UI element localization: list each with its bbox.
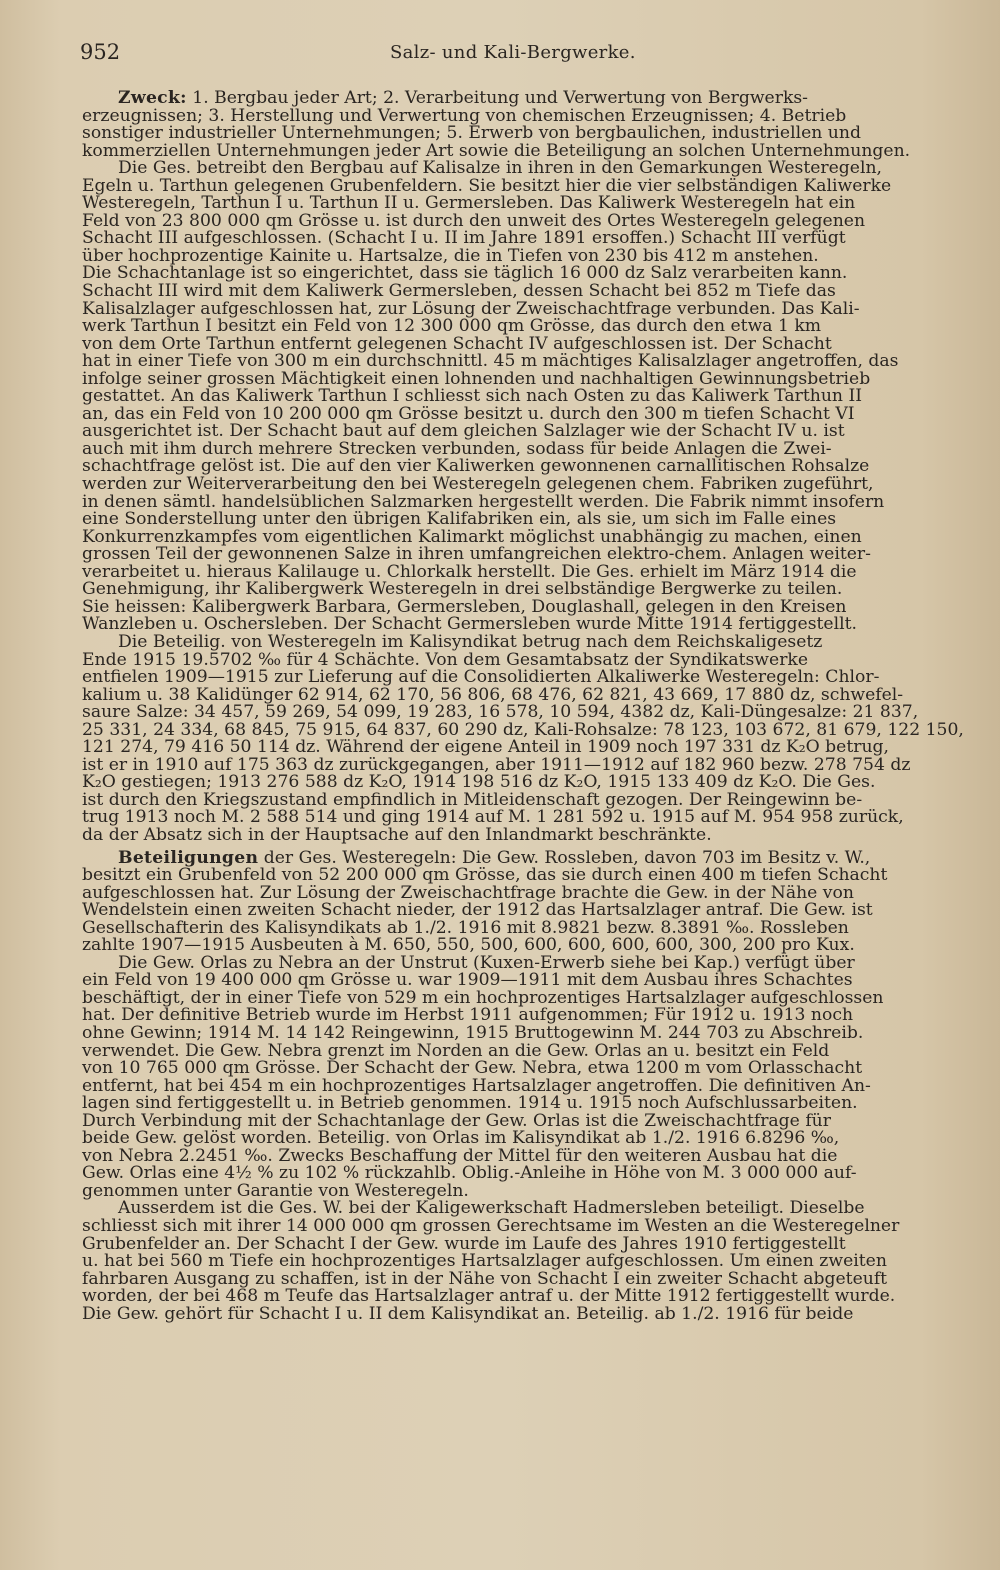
- paragraph-text: 1. Bergbau jeder Art; 2. Verarbeitung und Verwertung von Bergwerks- erzeugnissen; 3. Herstellung und Verwertung von chemischen Erzeugnissen; 4. Betrieb sonstiger industrieller Unternehmungen; 5. Erwerb von bergbaulichen, industriellen und kommerziellen Unternehmungen jeder Art sowie die Beteiligung an solchen Unternehmungen.: [82, 88, 911, 161]
- paragraph-text: Die Beteilig. von Westeregeln im Kalisyndikat betrug nach dem Reichskaligesetz Ende 1915 19.5702 ‰ für 4 Schächte. Von dem Gesamtabsatz der Syndikatswerke entfielen 1909—1915 zur Lieferung auf die Consolidierten Alkaliwerke Westeregeln: Chlor- kalium u. 38 Kalidünger 62 914, 62 170, 56 806, 68 476, 62 821, 43 669, 17 880 dz, schwefel- saure Salze: 34 457, 59 269, 54 099, 19 283, 16 578, 10 594, 4382 dz, Kali-Düngesalze: 21 837, 25 331, 24 334, 68 845, 75 915, 64 837, 60 290 dz, Kali-Rohsalze: 78 123, 103 672, 81 679, 122 150, 121 274, 79 416 50 114 dz. Während der eigene Anteil in 1909 noch 197 331 dz K₂O betrug, ist er in 1910 auf 175 363 dz zurückgegangen, aber 1911—1912 auf 182 960 bezw. 278 754 dz K₂O gestiegen; 1913 276 588 dz K₂O, 1914 198 516 dz K₂O, 1915 133 409 dz K₂O. Die Ges. ist durch den Kriegszustand empfindlich in Mitleidenschaft gezogen. Der Reingewinn be- trug 1913 noch M. 2 588 514 und ging 1914 auf M. 1 281 592 u. 1915 auf M. 954 958 zurück, da der Absatz sich in der Hauptsache auf den Inlandmarkt beschränkte.: [82, 631, 964, 845]
- paragraph-lead: Zweck:: [118, 88, 187, 108]
- paragraph-lead: Beteiligungen: [118, 847, 259, 868]
- paragraph-syndicate-share: [82, 631, 980, 845]
- page-number: 952: [80, 40, 121, 64]
- paragraph-text: der Ges. Westeregeln: Die Gew. Rossleben, davon 703 im Besitz v. W., besitzt ein Grubenfeld von 52 200 000 qm Grösse, das sie durch einen 400 m tiefen Schacht aufgeschlossen hat. Zur Lösung der Zweischachtfrage brachte die Gew. in der Nähe von Wendelstein einen zweiten Schacht nieder, der 1912 das Hartsalzlager antraf. Die Gew. ist Gesellschafterin des Kalisyndikats ab 1./2. 1916 mit 8.9821 bezw. 8.3891 ‰. Rossleben zahlte 1907—1915 Ausbeuten à M. 650, 550, 500, 600, 600, 600, 600, 300, 200 pro Kux.: [82, 847, 888, 956]
- paragraph-holdings: [82, 847, 980, 956]
- running-title: Salz- und Kali-Bergwerke.: [390, 42, 636, 63]
- page-header: [80, 40, 980, 70]
- paragraph-orlas-nebra: [82, 952, 980, 1201]
- body-text: [82, 90, 980, 1323]
- paragraph-text: Die Ges. betreibt den Bergbau auf Kalisalze in ihren in den Gemarkungen Westeregeln, Egeln u. Tarthun gelegenen Grubenfeldern. Sie besitzt hier die vier selbständigen Kaliwerke Westeregeln, Tarthun I u. Tarthun II u. Germersleben. Das Kaliwerk Westeregeln hat ein Feld von 23 800 000 qm Grösse u. ist durch den unweit des Ortes Westeregeln gelegenen Schacht III aufgeschlossen. (Schacht I u. II im Jahre 1891 ersoffen.) Schacht III verfügt über hochprozentige Kainite u. Hartsalze, die in Tiefen von 230 bis 412 m anstehen. Die Schachtanlage ist so eingerichtet, dass sie täglich 16 000 dz Salz verarbeiten kann. Schacht III wird mit dem Kaliwerk Germersleben, dessen Schacht bei 852 m Tiefe das Kalisalzlager aufgeschlossen hat, zur Lösung der Zweischachtfrage verbunden. Das Kali- werk Tarthun I besitzt ein Feld von 12 300 000 qm Grösse, das durch den etwa 1 km von dem Orte Tarthun entfernt gelegenen Schacht IV aufgeschlossen ist. Der Schacht hat in einer Tiefe von 300 m ein durchschnittl. 45 m mächtiges Kalisalzlager angetroffen, das infolge seiner grossen Mächtigkeit einen lohnenden und nachhaltigen Gewinnungsbetrieb gestattet. An das Kaliwerk Tarthun I schliesst sich nach Osten zu das Kaliwerk Tarthun II an, das ein Feld von 10 200 000 qm Grösse besitzt u. durch den 300 m tiefen Schacht VI ausgerichtet ist. Der Schacht baut auf dem gleichen Salzlager wie der Schacht IV u. ist auch mit ihm durch mehrere Strecken verbunden, sodass für beide Anlagen die Zwei- schachtfrage gelöst ist. Die auf den vier Kaliwerken gewonnenen carnallitischen Rohsalze werden zur Weiterverarbeitung den bei Westeregeln gelegenen chem. Fabriken zugeführt, in denen sämtl. handelsüblichen Salzmarken hergestellt werden. Die Fabrik nimmt insofern eine Sonderstellung unter den übrigen Kalifabriken ein, als sie, um sich im Falle eines Konkurrenzkampfes vom eigentlichen Kalimarkt möglichst unabhängig zu machen, einen grossen Teil der gewonnenen Salze in ihren umfangreichen elektro-chem. Anlagen weiter- verarbeitet u. hieraus Kalilauge u. Chlorkalk herstellt. Die Ges. erhielt im März 1914 die Genehmigung, ihr Kalibergwerk Westeregeln in drei selbständige Bergwerke zu teilen. Sie heissen: Kalibergwerk Barbara, Germersleben, Douglashall, gelegen in den Kreisen Wanzleben u. Oschersleben. Der Schacht Germersleben wurde Mitte 1914 fertiggestellt.: [82, 158, 899, 635]
- paragraph-purpose: [82, 90, 980, 160]
- paragraph-text: Ausserdem ist die Ges. W. bei der Kaligewerkschaft Hadmersleben beteiligt. Dieselbe schliesst sich mit ihrer 14 000 000 qm grossen Gerechtsame im Westen an die Westeregelner Grubenfelder an. Der Schacht I der Gew. wurde im Laufe des Jahres 1910 fertiggestellt u. hat bei 560 m Tiefe ein hochprozentiges Hartsalzlager aufgeschlossen. Um einen zweiten fahrbaren Ausgang zu schaffen, ist in der Nähe von Schacht I ein zweiter Schacht abgeteuft worden, der bei 468 m Teufe das Hartsalzlager antraf u. der Mitte 1912 fertiggestellt wurde. Die Gew. gehört für Schacht I u. II dem Kalisyndikat an. Beteilig. ab 1./2. 1916 für beide: [82, 1198, 900, 1324]
- paragraph-hadmersleben: [82, 1200, 980, 1323]
- paragraph-operations: [82, 160, 980, 634]
- paragraph-text: Die Gew. Orlas zu Nebra an der Unstrut (Kuxen-Erwerb siehe bei Kap.) verfügt über ein Feld von 19 400 000 qm Grösse u. war 1909—1911 mit dem Ausbau ihres Schachtes beschäftigt, der in einer Tiefe von 529 m ein hochprozentiges Hartsalzlager aufgeschlossen hat. Der definitive Betrieb wurde im Herbst 1911 aufgenommen; Für 1912 u. 1913 noch ohne Gewinn; 1914 M. 14 142 Reingewinn, 1915 Bruttogewinn M. 244 703 zu Abschreib. verwendet. Die Gew. Nebra grenzt im Norden an die Gew. Orlas an u. besitzt ein Feld von 10 765 000 qm Grösse. Der Schacht der Gew. Nebra, etwa 1200 m vom Orlasschacht entfernt, hat bei 454 m ein hochprozentiges Hartsalzlager angetroffen. Die definitiven An- lagen sind fertiggestellt u. in Betrieb genommen. 1914 u. 1915 noch Aufschlussarbeiten. Durch Verbindung mit der Schachtanlage der Gew. Orlas ist die Zweischachtfrage für beide Gew. gelöst worden. Beteilig. von Orlas im Kalisyndikat ab 1./2. 1916 6.8296 ‰, von Nebra 2.2451 ‰. Zwecks Beschaffung der Mittel für den weiteren Ausbau hat die Gew. Orlas eine 4½ % zu 102 % rückzahlb. Oblig.-Anleihe in Höhe von M. 3 000 000 auf- genommen unter Garantie von Westeregeln.: [82, 952, 884, 1201]
